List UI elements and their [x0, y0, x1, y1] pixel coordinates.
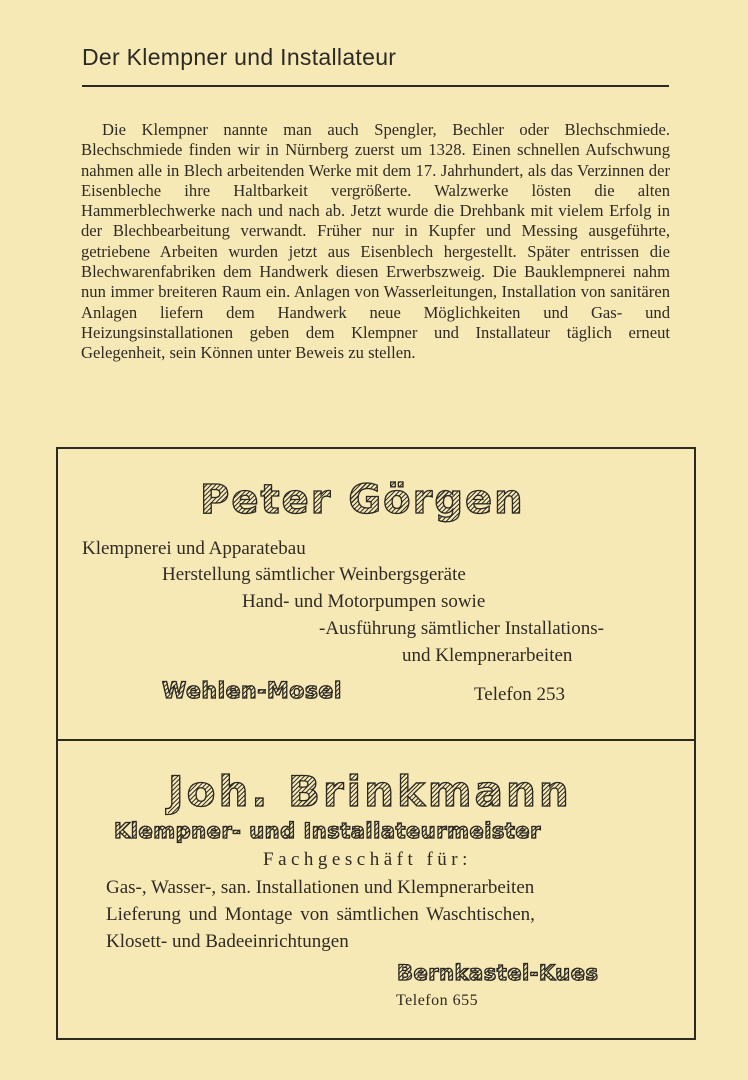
- ad-company-name: Joh. Brinkmann: [168, 767, 572, 816]
- ad-company-name: Peter Görgen: [200, 477, 525, 523]
- ad-service-line: Lieferung und Montage von sämtlichen Waschtischen,: [106, 904, 535, 925]
- header-divider: [82, 85, 669, 87]
- ad-phone: Telefon 655: [396, 992, 479, 1009]
- ad-service-line: und Klempnerarbeiten: [402, 645, 573, 666]
- ad-service-line: Gas-, Wasser-, san. Installationen und Klempnerarbeiten: [106, 877, 535, 898]
- ad-service-line: Klempnerei und Apparatebau: [82, 538, 306, 559]
- ad-service-line: Hand- und Motorpumpen sowie: [242, 591, 486, 612]
- ad-service-line: Herstellung sämtlicher Weinbergsgeräte: [162, 564, 466, 585]
- ad-specialty-heading: Fachgeschäft für:: [263, 849, 472, 870]
- ad-phone: Telefon 253: [474, 684, 566, 705]
- ad-service-line: Klosett- und Badeeinrichtungen: [106, 931, 349, 952]
- advertisement-brinkmann: [56, 739, 696, 1040]
- page-title: Der Klempner und Installateur: [82, 44, 397, 70]
- ad-company-title: Klempner- und Installateurmeister: [114, 819, 542, 843]
- ad-location: Wehlen-Mosel: [162, 679, 342, 704]
- advertisement-goergen: [56, 447, 696, 741]
- intro-paragraph: Die Klempner nannte man auch Spengler, Bechler oder Blechschmiede. Blechschmiede finden wir in Nürnberg zuerst um 1328. Einen schnellen Aufschwung nahmen alle in Blech arbeitenden Werke mit dem 17. Jahrhundert, als das Verzinnen der Eisenbleche ihre Haltbarkeit vergrößerte. Walzwerke lösten die alten Hammerblechwerke nach und nach ab. Jetzt wurde die Drehbank mit vielem Erfolg in der Blechbearbeitung verwandt. Früher nur in Kupfer und Messing ausgeführte, getriebene Arbeiten wurden jetzt aus Eisenblech hergestellt. Später entrissen die Blechwarenfabriken dem Handwerk diesen Erwerbszweig. Die Bauklempnerei nahm nun immer breiteren Raum ein. Anlagen von Wasserleitungen, Installation von sanitären Anlagen liefern dem Handwerk neue Möglichkeiten und Gas- und Heizungsinstallationen geben dem Klempner und Installateur täglich erneut Gelegenheit, sein Können unter Beweis zu stellen.: [81, 120, 670, 363]
- ad-service-line: -Ausführung sämtlicher Installations-: [319, 618, 604, 639]
- intro-section: [81, 120, 670, 364]
- ad-location: Bernkastel-Kues: [397, 961, 599, 985]
